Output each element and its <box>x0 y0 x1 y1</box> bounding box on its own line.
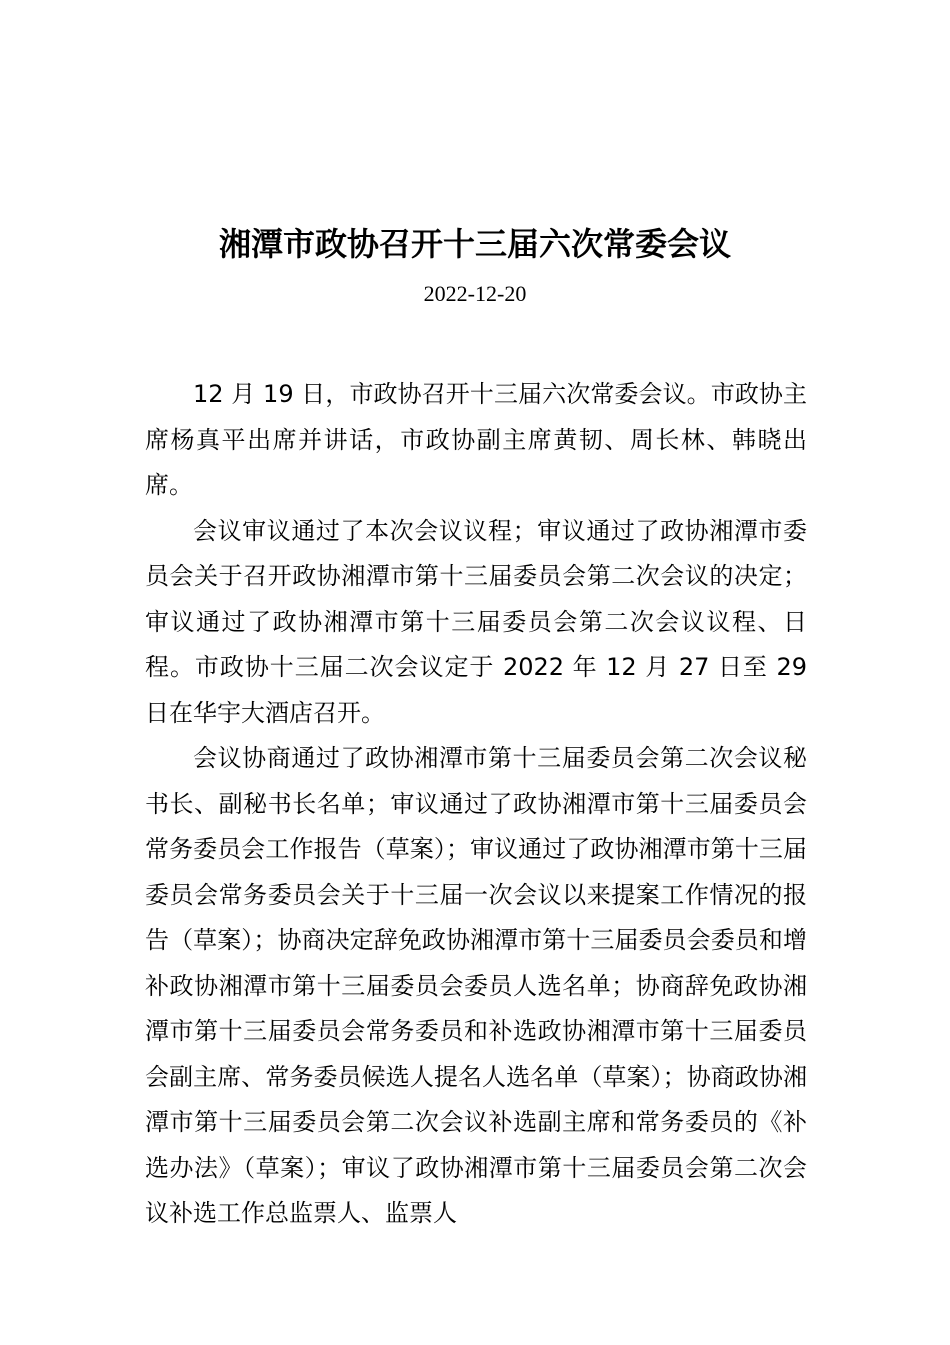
article-title: 湘潭市政协召开十三届六次常委会议 <box>218 225 731 263</box>
article-date: 2022-12-20 <box>423 281 527 306</box>
paragraph-3: 会议协商通过了政协湘潭市第十三届委员会第二次会议秘书长、副秘书长名单；审议通过了政协湘潭市第十三届委员会常务委员会工作报告（草案）；审议通过了政协湘潭市第十三届委员会常务委员会关于十三届一次会议以来提案工作情况的报告（草案）；协商决定辞免政协湘潭市第十三届委员会委员和增补政协湘潭市第十三届委员会委员人选名单；协商辞免政协湘潭市第十三届委员会常务委员和补选政协湘潭市第十三届委员会副主席、常务委员候选人提名人选名单（草案）；协商政协湘潭市第十三届委员会第二次会议补选副主席和常务委员的《补选办法》（草案）；审议了政协湘潭市第十三届委员会第二次会议补选工作总监票人、监票人 <box>145 744 807 1227</box>
paragraph-1: 12 月 19 日，市政协召开十三届六次常委会议。市政协主席杨真平出席并讲话，市政协副主席黄韧、周长林、韩晓出席。 <box>145 380 807 499</box>
article-body <box>145 372 807 1237</box>
paragraph-2: 会议审议通过了本次会议议程；审议通过了政协湘潭市委员会关于召开政协湘潭市第十三届委员会第二次会议的决定；审议通过了政协湘潭市第十三届委员会第二次会议议程、日程。市政协十三届二次会议定于 2022 年 12 月 27 日至 29 日在华宇大酒店召开。 <box>145 516 807 727</box>
